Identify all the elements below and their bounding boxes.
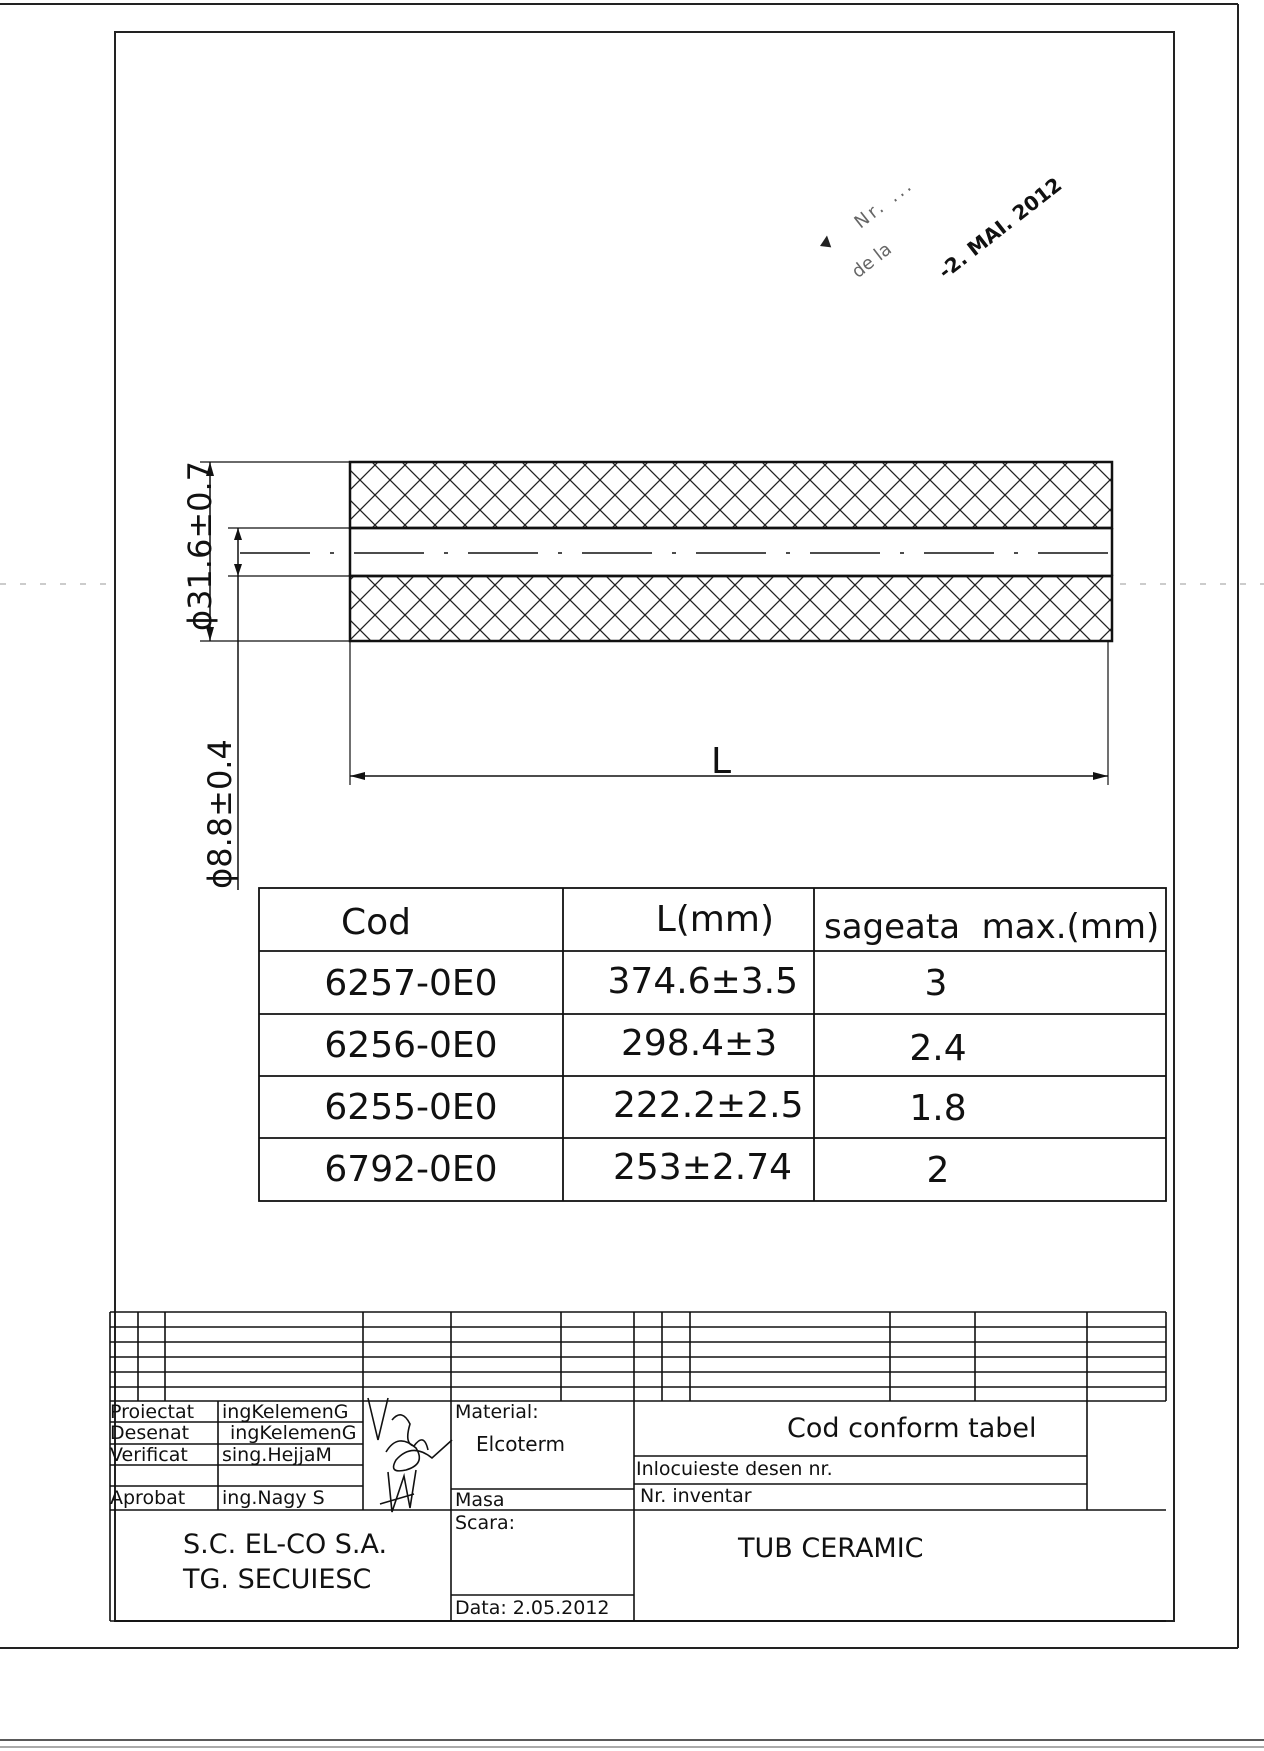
role-verificat: Verificat (110, 1444, 188, 1466)
masa-label: Masa (455, 1489, 505, 1511)
material-value: Elcoterm (476, 1432, 565, 1456)
outer-diameter-label: ϕ31.6±0.7 (181, 460, 219, 632)
table-row-4-length: 253±2.74 (613, 1147, 793, 1188)
company-city: TG. SECUIESC (183, 1564, 372, 1595)
name-proiectat: ingKelemenG (222, 1401, 349, 1423)
role-aprobat: Aprobat (110, 1487, 186, 1509)
inner-diameter-label: ϕ8.8±0.4 (201, 739, 239, 889)
table-row-1-cod: 6257-0E0 (324, 963, 498, 1004)
cod-conform-tabel: Cod conform tabel (787, 1413, 1037, 1444)
inventar-label: Nr. inventar (640, 1485, 752, 1507)
table-row-3-cod: 6255-0E0 (324, 1087, 498, 1128)
data-label: Data: 2.05.2012 (455, 1597, 610, 1619)
table-row-4-cod: 6792-0E0 (324, 1149, 498, 1190)
table-row-2-length: 298.4±3 (621, 1023, 778, 1064)
inner-diameter-dimension (228, 528, 350, 890)
table-row-3-length: 222.2±2.5 (613, 1085, 804, 1126)
table-row-1-sageata: 3 (924, 963, 948, 1004)
scara-label: Scara: (455, 1512, 516, 1534)
outer-diameter-dimension (200, 462, 350, 641)
role-proiectat: Proiectat (110, 1401, 195, 1423)
inlocuieste-label: Inlocuieste desen nr. (636, 1458, 833, 1480)
table-header-cod: Cod (341, 902, 412, 943)
table-header-length: L(mm) (655, 899, 774, 940)
table-header-sageata: sageata max.(mm) (824, 907, 1160, 947)
table-row-3-sageata: 1.8 (909, 1088, 967, 1129)
role-desenat: Desenat (110, 1422, 190, 1444)
company-name: S.C. EL-CO S.A. (183, 1529, 388, 1560)
drawing-frame (115, 32, 1174, 1621)
name-aprobat: ing.Nagy S (222, 1487, 325, 1509)
tube-section (240, 462, 1112, 641)
table-row-2-sageata: 2.4 (909, 1028, 967, 1069)
stamp-text-top: Nr. ... (850, 174, 918, 234)
table-row-4-sageata: 2 (926, 1150, 950, 1191)
material-label: Material: (455, 1401, 539, 1423)
part-title: TUB CERAMIC (738, 1533, 924, 1564)
name-desenat: ingKelemenG (230, 1422, 357, 1444)
signatures (368, 1398, 452, 1512)
table-row-2-cod: 6256-0E0 (324, 1025, 498, 1066)
stamp (818, 235, 835, 252)
stamp-prefix: de la (847, 238, 896, 283)
table-row-1-length: 374.6±3.5 (607, 961, 798, 1002)
stamp-date: -2. MAI. 2012 (933, 172, 1067, 284)
length-label: L (711, 741, 732, 782)
name-verificat: sing.HejjaM (222, 1444, 332, 1466)
